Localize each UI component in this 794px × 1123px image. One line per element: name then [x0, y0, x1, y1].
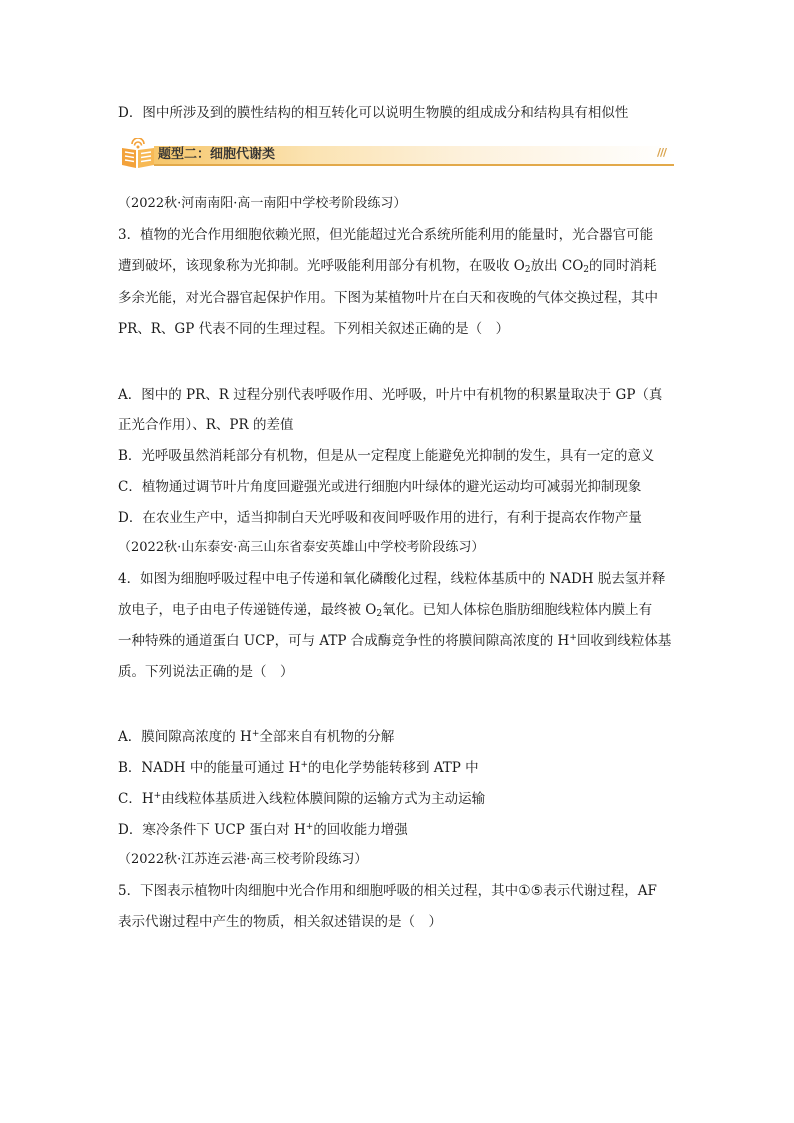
q3-source: （2022秋·河南南阳·高一南阳中学校考阶段练习） — [118, 196, 407, 211]
q4-option-b: B．NADH 中的能量可通过 H+的电化学势能转移到 ATP 中 — [118, 760, 479, 776]
section-title: 题型二：细胞代谢类 — [158, 147, 276, 162]
q4-option-a: A．膜间隙高浓度的 H+全部来自有机物的分解 — [118, 729, 395, 745]
q3-stem-line-3: 多余光能，对光合器官起保护作用。下图为某植物叶片在白天和夜晚的气体交换过程，其中 — [118, 290, 658, 306]
q4-source: （2022秋·山东泰安·高三山东省泰安英雄山中学校考阶段练习） — [118, 540, 485, 555]
q4-stem-line-3: 一种特殊的通道蛋白 UCP，可与 ATP 合成酶竞争性的将膜间隙高浓度的 H+回收到线粒体基 — [118, 633, 672, 649]
book-icon — [118, 138, 158, 170]
q3-option-c: C．植物通过调节叶片角度回避强光或进行细胞内叶绿体的避光运动均可减弱光抑制现象 — [118, 479, 642, 495]
q5-source: （2022秋·江苏连云港·高三校考阶段练习） — [118, 852, 368, 867]
q3-stem-line-1: 3．植物的光合作用细胞依赖光照，但光能超过光合系统所能利用的能量时，光合器官可能 — [118, 227, 654, 243]
q3-option-a-line-2: 正光合作用）、R、PR 的差值 — [118, 417, 294, 433]
q3-stem-line-2: 遭到破坏，该现象称为光抑制。光呼吸能利用部分有机物，在吸收 $O_2$放出 $CO_2$的同时消耗 — [118, 258, 657, 275]
q3-option-d: D．在农业生产中，适当抑制白天光呼吸和夜间呼吸作用的进行，有利于提高农作物产量 — [118, 510, 642, 526]
q4-option-c: C．H+由线粒体基质进入线粒体膜间隙的运输方式为主动运输 — [118, 791, 486, 807]
q4-stem-line-2: 放电子，电子由电子传递链传递，最终被 $O_2$氧化。已知人体棕色脂肪细胞线粒体内膜上有 — [118, 602, 653, 619]
prev-question-option-d: D．图中所涉及到的膜性结构的相互转化可以说明生物膜的组成成分和结构具有相似性 — [118, 105, 629, 121]
q4-stem-line-1: 4．如图为细胞呼吸过程中电子传递和氧化磷酸化过程，线粒体基质中的 NADH 脱去氢并释 — [118, 571, 666, 587]
q4-stem-line-4: 质。下列说法正确的是（ ） — [118, 664, 294, 680]
section-decor: /// — [656, 146, 666, 159]
q3-option-a-line-1: A．图中的 PR、R 过程分别代表呼吸作用、光呼吸，叶片中有机物的积累量取决于 GP（真 — [118, 387, 663, 403]
q3-stem-line-4: PR、R、GP 代表不同的生理过程。下列相关叙述正确的是（ ） — [118, 321, 510, 337]
q5-stem-line-2: 表示代谢过程中产生的物质，相关叙述错误的是（ ） — [118, 914, 442, 930]
q3-option-b: B．光呼吸虽然消耗部分有机物，但是从一定程度上能避免光抑制的发生，具有一定的意义 — [118, 448, 655, 464]
q5-stem-line-1: 5．下图表示植物叶肉细胞中光合作用和细胞呼吸的相关过程，其中①⑤表示代谢过程，AF — [118, 883, 657, 899]
q4-option-d: D．寒冷条件下 UCP 蛋白对 H+的回收能力增强 — [118, 822, 408, 838]
section-header — [118, 138, 674, 170]
